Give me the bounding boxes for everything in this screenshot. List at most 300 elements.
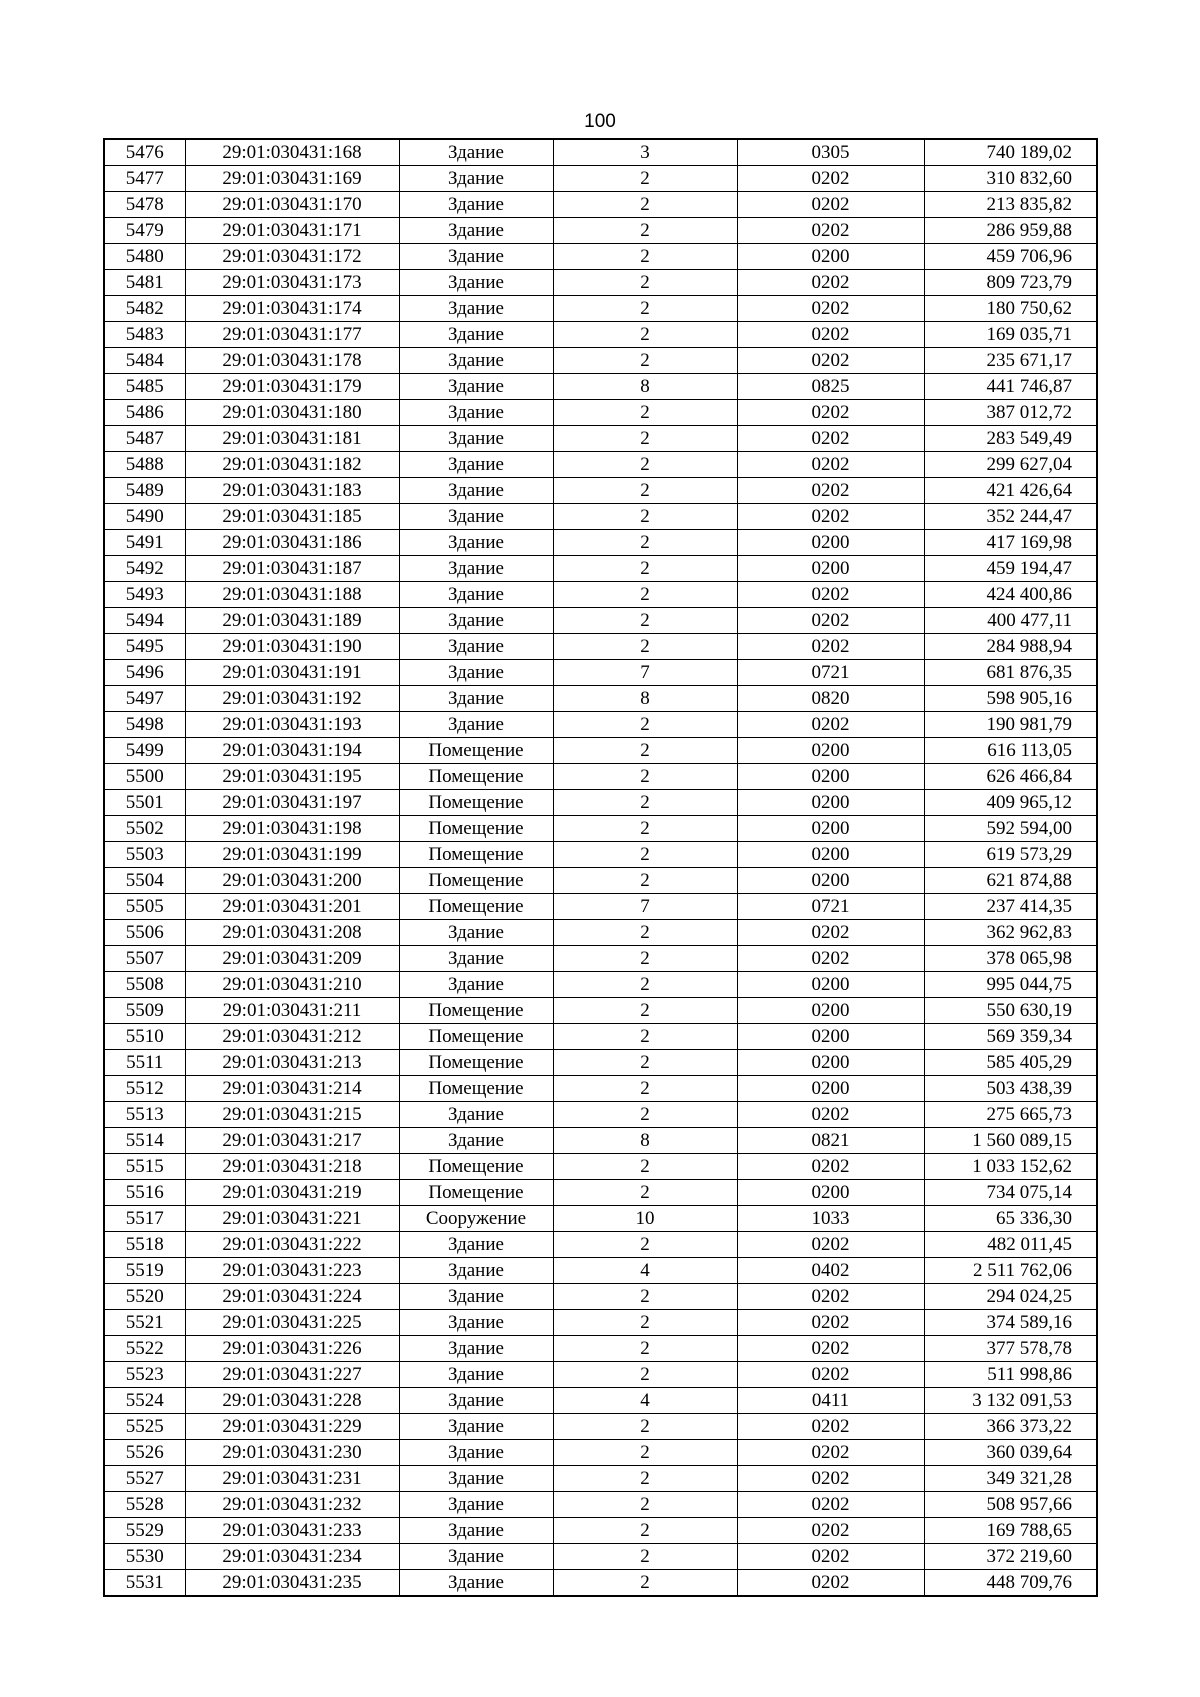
- row-number-cell: 5504: [104, 868, 185, 894]
- cadastral-number-cell: 29:01:030431:181: [185, 426, 399, 452]
- row-number-cell: 5522: [104, 1336, 185, 1362]
- row-number-cell: 5513: [104, 1102, 185, 1128]
- group-cell: 10: [553, 1206, 737, 1232]
- cadastral-value-cell: 459 194,47: [924, 556, 1097, 582]
- row-number-cell: 5510: [104, 1024, 185, 1050]
- object-type-cell: Здание: [399, 972, 553, 998]
- group-cell: 2: [553, 1232, 737, 1258]
- group-cell: 2: [553, 296, 737, 322]
- cadastral-value-cell: 387 012,72: [924, 400, 1097, 426]
- table-row: [104, 296, 1097, 322]
- cadastral-number-cell: 29:01:030431:174: [185, 296, 399, 322]
- object-type-cell: Здание: [399, 374, 553, 400]
- cadastral-value-table: [103, 138, 1098, 1597]
- group-cell: 2: [553, 1518, 737, 1544]
- object-type-cell: Помещение: [399, 816, 553, 842]
- subgroup-code-cell: 0202: [737, 296, 924, 322]
- table-row: [104, 1518, 1097, 1544]
- cadastral-value-cell: 400 477,11: [924, 608, 1097, 634]
- cadastral-value-cell: 1 560 089,15: [924, 1128, 1097, 1154]
- object-type-cell: Здание: [399, 946, 553, 972]
- cadastral-number-cell: 29:01:030431:191: [185, 660, 399, 686]
- cadastral-value-cell: 286 959,88: [924, 218, 1097, 244]
- row-number-cell: 5507: [104, 946, 185, 972]
- cadastral-number-cell: 29:01:030431:177: [185, 322, 399, 348]
- row-number-cell: 5515: [104, 1154, 185, 1180]
- group-cell: 2: [553, 322, 737, 348]
- table-row: [104, 868, 1097, 894]
- object-type-cell: Здание: [399, 139, 553, 166]
- object-type-cell: Здание: [399, 1336, 553, 1362]
- cadastral-value-cell: 626 466,84: [924, 764, 1097, 790]
- cadastral-number-cell: 29:01:030431:173: [185, 270, 399, 296]
- table-row: [104, 1258, 1097, 1284]
- group-cell: 3: [553, 139, 737, 166]
- row-number-cell: 5487: [104, 426, 185, 452]
- cadastral-number-cell: 29:01:030431:222: [185, 1232, 399, 1258]
- object-type-cell: Помещение: [399, 1154, 553, 1180]
- group-cell: 2: [553, 192, 737, 218]
- table-row: [104, 1180, 1097, 1206]
- group-cell: 4: [553, 1258, 737, 1284]
- cadastral-number-cell: 29:01:030431:208: [185, 920, 399, 946]
- row-number-cell: 5493: [104, 582, 185, 608]
- object-type-cell: Здание: [399, 1570, 553, 1597]
- table-row: [104, 1414, 1097, 1440]
- row-number-cell: 5499: [104, 738, 185, 764]
- cadastral-number-cell: 29:01:030431:172: [185, 244, 399, 270]
- subgroup-code-cell: 0200: [737, 556, 924, 582]
- cadastral-number-cell: 29:01:030431:199: [185, 842, 399, 868]
- subgroup-code-cell: 0305: [737, 139, 924, 166]
- row-number-cell: 5486: [104, 400, 185, 426]
- subgroup-code-cell: 0202: [737, 452, 924, 478]
- group-cell: 2: [553, 868, 737, 894]
- cadastral-value-cell: 503 438,39: [924, 1076, 1097, 1102]
- group-cell: 2: [553, 842, 737, 868]
- row-number-cell: 5484: [104, 348, 185, 374]
- row-number-cell: 5523: [104, 1362, 185, 1388]
- group-cell: 2: [553, 1544, 737, 1570]
- object-type-cell: Помещение: [399, 738, 553, 764]
- row-number-cell: 5490: [104, 504, 185, 530]
- table-row: [104, 556, 1097, 582]
- cadastral-number-cell: 29:01:030431:168: [185, 139, 399, 166]
- cadastral-number-cell: 29:01:030431:183: [185, 478, 399, 504]
- subgroup-code-cell: 0721: [737, 894, 924, 920]
- row-number-cell: 5502: [104, 816, 185, 842]
- cadastral-value-cell: 352 244,47: [924, 504, 1097, 530]
- cadastral-number-cell: 29:01:030431:170: [185, 192, 399, 218]
- object-type-cell: Здание: [399, 556, 553, 582]
- row-number-cell: 5496: [104, 660, 185, 686]
- cadastral-value-cell: 508 957,66: [924, 1492, 1097, 1518]
- group-cell: 2: [553, 244, 737, 270]
- subgroup-code-cell: 0202: [737, 712, 924, 738]
- group-cell: 2: [553, 1466, 737, 1492]
- row-number-cell: 5526: [104, 1440, 185, 1466]
- cadastral-value-cell: 585 405,29: [924, 1050, 1097, 1076]
- row-number-cell: 5476: [104, 139, 185, 166]
- cadastral-value-cell: 441 746,87: [924, 374, 1097, 400]
- subgroup-code-cell: 0202: [737, 1492, 924, 1518]
- table-row: [104, 139, 1097, 166]
- table-row: [104, 712, 1097, 738]
- row-number-cell: 5508: [104, 972, 185, 998]
- row-number-cell: 5494: [104, 608, 185, 634]
- table-row: [104, 1336, 1097, 1362]
- group-cell: 2: [553, 712, 737, 738]
- subgroup-code-cell: 0202: [737, 634, 924, 660]
- cadastral-number-cell: 29:01:030431:228: [185, 1388, 399, 1414]
- cadastral-number-cell: 29:01:030431:185: [185, 504, 399, 530]
- table-row: [104, 972, 1097, 998]
- cadastral-number-cell: 29:01:030431:235: [185, 1570, 399, 1597]
- subgroup-code-cell: 0821: [737, 1128, 924, 1154]
- cadastral-value-cell: 740 189,02: [924, 139, 1097, 166]
- cadastral-value-cell: 360 039,64: [924, 1440, 1097, 1466]
- cadastral-value-cell: 180 750,62: [924, 296, 1097, 322]
- table-row: [104, 452, 1097, 478]
- cadastral-number-cell: 29:01:030431:232: [185, 1492, 399, 1518]
- cadastral-number-cell: 29:01:030431:200: [185, 868, 399, 894]
- cadastral-number-cell: 29:01:030431:214: [185, 1076, 399, 1102]
- object-type-cell: Здание: [399, 504, 553, 530]
- cadastral-value-cell: 310 832,60: [924, 166, 1097, 192]
- row-number-cell: 5489: [104, 478, 185, 504]
- object-type-cell: Здание: [399, 920, 553, 946]
- subgroup-code-cell: 0200: [737, 1180, 924, 1206]
- object-type-cell: Здание: [399, 322, 553, 348]
- subgroup-code-cell: 0202: [737, 1466, 924, 1492]
- table-row: [104, 894, 1097, 920]
- table-body: [104, 139, 1097, 1596]
- subgroup-code-cell: 0202: [737, 322, 924, 348]
- object-type-cell: Помещение: [399, 1050, 553, 1076]
- group-cell: 2: [553, 1102, 737, 1128]
- cadastral-value-cell: 377 578,78: [924, 1336, 1097, 1362]
- cadastral-value-cell: 459 706,96: [924, 244, 1097, 270]
- subgroup-code-cell: 0202: [737, 426, 924, 452]
- cadastral-value-cell: 448 709,76: [924, 1570, 1097, 1597]
- table-row: [104, 1388, 1097, 1414]
- subgroup-code-cell: 0721: [737, 660, 924, 686]
- table-row: [104, 920, 1097, 946]
- object-type-cell: Здание: [399, 608, 553, 634]
- table-row: [104, 504, 1097, 530]
- cadastral-number-cell: 29:01:030431:187: [185, 556, 399, 582]
- subgroup-code-cell: 0202: [737, 270, 924, 296]
- cadastral-number-cell: 29:01:030431:179: [185, 374, 399, 400]
- object-type-cell: Здание: [399, 1128, 553, 1154]
- subgroup-code-cell: 0202: [737, 1544, 924, 1570]
- row-number-cell: 5511: [104, 1050, 185, 1076]
- cadastral-number-cell: 29:01:030431:210: [185, 972, 399, 998]
- object-type-cell: Здание: [399, 244, 553, 270]
- row-number-cell: 5530: [104, 1544, 185, 1570]
- subgroup-code-cell: 0202: [737, 1414, 924, 1440]
- row-number-cell: 5481: [104, 270, 185, 296]
- subgroup-code-cell: 0402: [737, 1258, 924, 1284]
- cadastral-value-cell: 619 573,29: [924, 842, 1097, 868]
- group-cell: 2: [553, 816, 737, 842]
- object-type-cell: Здание: [399, 582, 553, 608]
- row-number-cell: 5512: [104, 1076, 185, 1102]
- group-cell: 8: [553, 686, 737, 712]
- cadastral-value-cell: 372 219,60: [924, 1544, 1097, 1570]
- subgroup-code-cell: 0200: [737, 1076, 924, 1102]
- table-row: [104, 1232, 1097, 1258]
- subgroup-code-cell: 0202: [737, 218, 924, 244]
- cadastral-value-cell: 409 965,12: [924, 790, 1097, 816]
- cadastral-value-cell: 378 065,98: [924, 946, 1097, 972]
- object-type-cell: Здание: [399, 1518, 553, 1544]
- row-number-cell: 5521: [104, 1310, 185, 1336]
- subgroup-code-cell: 0202: [737, 1518, 924, 1544]
- group-cell: 2: [553, 218, 737, 244]
- cadastral-value-cell: 65 336,30: [924, 1206, 1097, 1232]
- object-type-cell: Здание: [399, 348, 553, 374]
- cadastral-value-cell: 421 426,64: [924, 478, 1097, 504]
- table-row: [104, 582, 1097, 608]
- cadastral-value-cell: 424 400,86: [924, 582, 1097, 608]
- cadastral-number-cell: 29:01:030431:197: [185, 790, 399, 816]
- cadastral-value-cell: 616 113,05: [924, 738, 1097, 764]
- cadastral-number-cell: 29:01:030431:195: [185, 764, 399, 790]
- subgroup-code-cell: 0202: [737, 1154, 924, 1180]
- cadastral-number-cell: 29:01:030431:182: [185, 452, 399, 478]
- table-row: [104, 738, 1097, 764]
- object-type-cell: Помещение: [399, 998, 553, 1024]
- row-number-cell: 5483: [104, 322, 185, 348]
- table-row: [104, 608, 1097, 634]
- group-cell: 2: [553, 1050, 737, 1076]
- subgroup-code-cell: 0200: [737, 842, 924, 868]
- cadastral-value-cell: 681 876,35: [924, 660, 1097, 686]
- subgroup-code-cell: 1033: [737, 1206, 924, 1232]
- cadastral-number-cell: 29:01:030431:224: [185, 1284, 399, 1310]
- group-cell: 2: [553, 1284, 737, 1310]
- subgroup-code-cell: 0202: [737, 1232, 924, 1258]
- subgroup-code-cell: 0202: [737, 1336, 924, 1362]
- object-type-cell: Здание: [399, 712, 553, 738]
- group-cell: 2: [553, 1154, 737, 1180]
- object-type-cell: Здание: [399, 1544, 553, 1570]
- cadastral-value-cell: 995 044,75: [924, 972, 1097, 998]
- cadastral-value-cell: 417 169,98: [924, 530, 1097, 556]
- object-type-cell: Помещение: [399, 764, 553, 790]
- object-type-cell: Здание: [399, 1310, 553, 1336]
- group-cell: 7: [553, 894, 737, 920]
- group-cell: 2: [553, 348, 737, 374]
- row-number-cell: 5520: [104, 1284, 185, 1310]
- row-number-cell: 5505: [104, 894, 185, 920]
- subgroup-code-cell: 0202: [737, 400, 924, 426]
- row-number-cell: 5517: [104, 1206, 185, 1232]
- table-row: [104, 1076, 1097, 1102]
- row-number-cell: 5479: [104, 218, 185, 244]
- subgroup-code-cell: 0200: [737, 972, 924, 998]
- group-cell: 2: [553, 634, 737, 660]
- cadastral-number-cell: 29:01:030431:221: [185, 1206, 399, 1232]
- object-type-cell: Здание: [399, 1414, 553, 1440]
- subgroup-code-cell: 0202: [737, 608, 924, 634]
- cadastral-value-cell: 349 321,28: [924, 1466, 1097, 1492]
- cadastral-value-cell: 621 874,88: [924, 868, 1097, 894]
- group-cell: 8: [553, 374, 737, 400]
- group-cell: 2: [553, 790, 737, 816]
- object-type-cell: Здание: [399, 1362, 553, 1388]
- table-row: [104, 1102, 1097, 1128]
- object-type-cell: Помещение: [399, 1076, 553, 1102]
- row-number-cell: 5528: [104, 1492, 185, 1518]
- cadastral-number-cell: 29:01:030431:190: [185, 634, 399, 660]
- group-cell: 2: [553, 946, 737, 972]
- object-type-cell: Помещение: [399, 790, 553, 816]
- table-row: [104, 1310, 1097, 1336]
- row-number-cell: 5491: [104, 530, 185, 556]
- object-type-cell: Здание: [399, 1466, 553, 1492]
- group-cell: 2: [553, 1362, 737, 1388]
- table-row: [104, 1544, 1097, 1570]
- group-cell: 2: [553, 400, 737, 426]
- subgroup-code-cell: 0202: [737, 504, 924, 530]
- cadastral-value-cell: 809 723,79: [924, 270, 1097, 296]
- row-number-cell: 5525: [104, 1414, 185, 1440]
- object-type-cell: Здание: [399, 1258, 553, 1284]
- cadastral-number-cell: 29:01:030431:227: [185, 1362, 399, 1388]
- object-type-cell: Здание: [399, 400, 553, 426]
- object-type-cell: Помещение: [399, 1024, 553, 1050]
- row-number-cell: 5501: [104, 790, 185, 816]
- subgroup-code-cell: 0202: [737, 192, 924, 218]
- object-type-cell: Здание: [399, 296, 553, 322]
- cadastral-number-cell: 29:01:030431:194: [185, 738, 399, 764]
- group-cell: 2: [553, 738, 737, 764]
- object-type-cell: Здание: [399, 1284, 553, 1310]
- cadastral-number-cell: 29:01:030431:233: [185, 1518, 399, 1544]
- row-number-cell: 5506: [104, 920, 185, 946]
- object-type-cell: Здание: [399, 192, 553, 218]
- cadastral-number-cell: 29:01:030431:213: [185, 1050, 399, 1076]
- cadastral-number-cell: 29:01:030431:229: [185, 1414, 399, 1440]
- group-cell: 2: [553, 998, 737, 1024]
- subgroup-code-cell: 0200: [737, 790, 924, 816]
- row-number-cell: 5527: [104, 1466, 185, 1492]
- group-cell: 2: [553, 1492, 737, 1518]
- cadastral-number-cell: 29:01:030431:186: [185, 530, 399, 556]
- table-row: [104, 1362, 1097, 1388]
- table-row: [104, 842, 1097, 868]
- table-row: [104, 1024, 1097, 1050]
- table-row: [104, 218, 1097, 244]
- group-cell: 2: [553, 764, 737, 790]
- object-type-cell: Здание: [399, 478, 553, 504]
- object-type-cell: Здание: [399, 686, 553, 712]
- group-cell: 2: [553, 1180, 737, 1206]
- group-cell: 2: [553, 556, 737, 582]
- row-number-cell: 5524: [104, 1388, 185, 1414]
- subgroup-code-cell: 0200: [737, 1050, 924, 1076]
- cadastral-number-cell: 29:01:030431:231: [185, 1466, 399, 1492]
- subgroup-code-cell: 0825: [737, 374, 924, 400]
- cadastral-value-cell: 592 594,00: [924, 816, 1097, 842]
- row-number-cell: 5529: [104, 1518, 185, 1544]
- group-cell: 2: [553, 452, 737, 478]
- cadastral-value-cell: 299 627,04: [924, 452, 1097, 478]
- cadastral-value-cell: 569 359,34: [924, 1024, 1097, 1050]
- object-type-cell: Здание: [399, 1388, 553, 1414]
- cadastral-number-cell: 29:01:030431:215: [185, 1102, 399, 1128]
- cadastral-number-cell: 29:01:030431:180: [185, 400, 399, 426]
- cadastral-number-cell: 29:01:030431:171: [185, 218, 399, 244]
- subgroup-code-cell: 0820: [737, 686, 924, 712]
- object-type-cell: Здание: [399, 218, 553, 244]
- table-row: [104, 1206, 1097, 1232]
- table-row: [104, 998, 1097, 1024]
- table-row: [104, 1466, 1097, 1492]
- subgroup-code-cell: 0202: [737, 1362, 924, 1388]
- cadastral-number-cell: 29:01:030431:193: [185, 712, 399, 738]
- subgroup-code-cell: 0200: [737, 738, 924, 764]
- subgroup-code-cell: 0202: [737, 1570, 924, 1597]
- row-number-cell: 5518: [104, 1232, 185, 1258]
- table-row: [104, 660, 1097, 686]
- cadastral-value-cell: 511 998,86: [924, 1362, 1097, 1388]
- cadastral-value-cell: 169 788,65: [924, 1518, 1097, 1544]
- cadastral-value-cell: 169 035,71: [924, 322, 1097, 348]
- object-type-cell: Помещение: [399, 842, 553, 868]
- row-number-cell: 5477: [104, 166, 185, 192]
- table-row: [104, 1154, 1097, 1180]
- cadastral-number-cell: 29:01:030431:212: [185, 1024, 399, 1050]
- row-number-cell: 5498: [104, 712, 185, 738]
- subgroup-code-cell: 0200: [737, 868, 924, 894]
- cadastral-number-cell: 29:01:030431:234: [185, 1544, 399, 1570]
- group-cell: 2: [553, 1076, 737, 1102]
- cadastral-number-cell: 29:01:030431:169: [185, 166, 399, 192]
- table-row: [104, 634, 1097, 660]
- subgroup-code-cell: 0200: [737, 244, 924, 270]
- table-row: [104, 270, 1097, 296]
- table-row: [104, 530, 1097, 556]
- group-cell: 2: [553, 270, 737, 296]
- group-cell: 4: [553, 1388, 737, 1414]
- subgroup-code-cell: 0411: [737, 1388, 924, 1414]
- row-number-cell: 5495: [104, 634, 185, 660]
- table-row: [104, 244, 1097, 270]
- row-number-cell: 5488: [104, 452, 185, 478]
- group-cell: 2: [553, 1024, 737, 1050]
- group-cell: 2: [553, 1570, 737, 1597]
- table-row: [104, 1570, 1097, 1597]
- object-type-cell: Здание: [399, 1102, 553, 1128]
- cadastral-number-cell: 29:01:030431:230: [185, 1440, 399, 1466]
- row-number-cell: 5492: [104, 556, 185, 582]
- group-cell: 2: [553, 920, 737, 946]
- cadastral-number-cell: 29:01:030431:192: [185, 686, 399, 712]
- cadastral-number-cell: 29:01:030431:223: [185, 1258, 399, 1284]
- row-number-cell: 5531: [104, 1570, 185, 1597]
- subgroup-code-cell: 0202: [737, 166, 924, 192]
- cadastral-value-cell: 190 981,79: [924, 712, 1097, 738]
- table-row: [104, 1128, 1097, 1154]
- cadastral-number-cell: 29:01:030431:219: [185, 1180, 399, 1206]
- cadastral-number-cell: 29:01:030431:178: [185, 348, 399, 374]
- cadastral-value-cell: 366 373,22: [924, 1414, 1097, 1440]
- table-row: [104, 1050, 1097, 1076]
- table-row: [104, 166, 1097, 192]
